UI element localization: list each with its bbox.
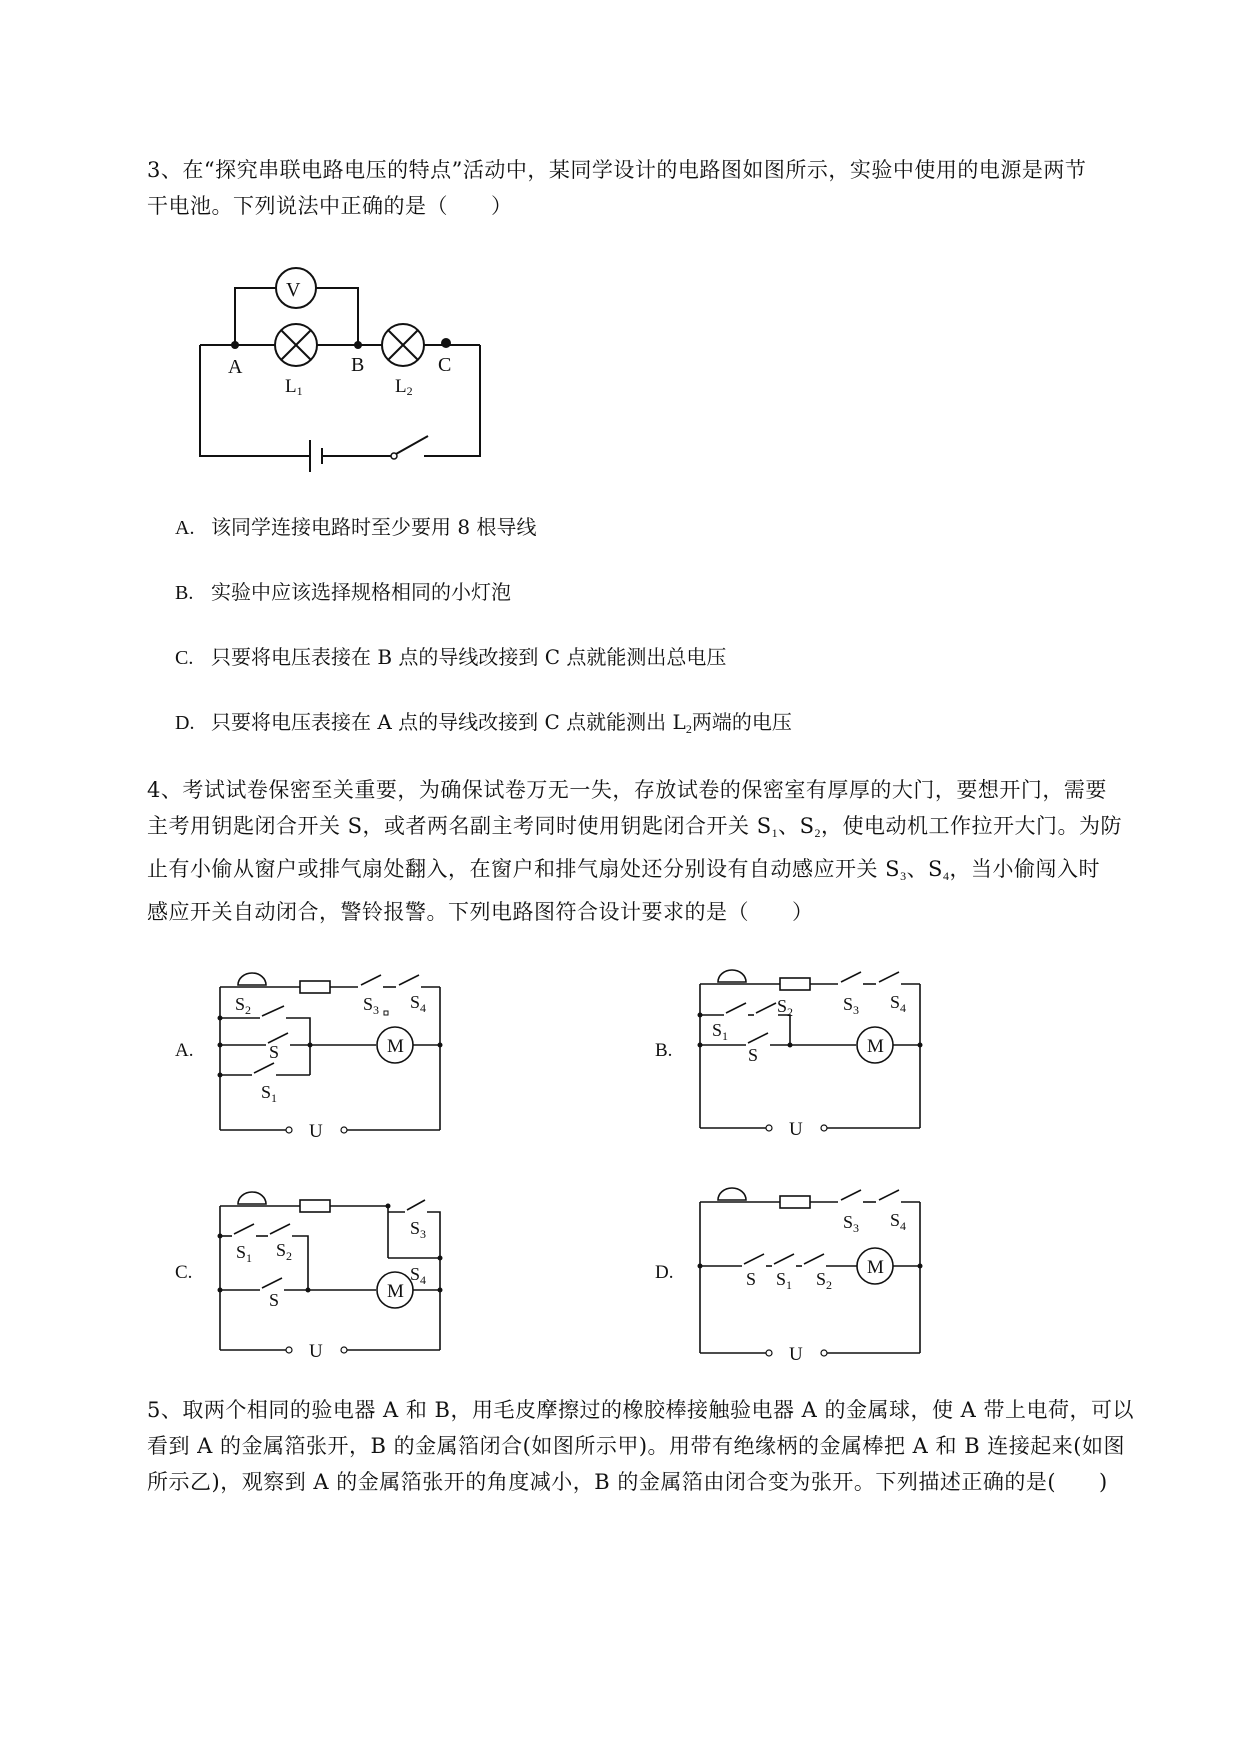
option-c-key: C.: [175, 647, 194, 669]
svg-text:U: U: [309, 1121, 323, 1140]
resistor-symbol: [300, 981, 330, 993]
svg-text:M: M: [867, 1257, 884, 1278]
svg-text:S1: $S_1$: [776, 1269, 793, 1292]
svg-text:S2: $S_2$: [816, 1269, 833, 1292]
point-a-label: A: [228, 356, 243, 378]
option-b-text: 实验中应该选择规格相同的小灯泡: [211, 580, 511, 604]
question-5-line-1: 5、取两个相同的验电器 A 和 B，用毛皮摩擦过的橡胶棒接触验电器 A 的金属球，使 A 带上电荷，可以: [147, 1398, 1135, 1422]
bell-icon: [718, 1188, 746, 1200]
switch-lever: [396, 436, 428, 454]
svg-text:M: M: [867, 1036, 884, 1057]
svg-text:U: U: [789, 1119, 803, 1140]
bell-icon: [718, 970, 746, 982]
q4-circuit-a[interactable]: [210, 960, 450, 1140]
option-d-sub: 2: [685, 722, 692, 736]
question-3-circuit-diagram: [190, 262, 490, 472]
question-3-option-b[interactable]: [175, 578, 511, 607]
question-4-line-3: 止有小偷从窗户或排气扇处翻入，在窗户和排气扇处还分别设有自动感应开关 $S_3$、$S_4$，当小偷闯入时: [147, 857, 1100, 883]
svg-text:S2: $S_2$: [777, 996, 794, 1019]
svg-text:S3: $S_3$: [843, 994, 860, 1017]
question-4-stem: [147, 772, 1159, 930]
svg-text:S1: $S_1$: [236, 1242, 253, 1265]
lamp-l2-sub: 2: [406, 384, 413, 398]
svg-text:S4: $S_4$: [410, 992, 427, 1015]
svg-text:S3: $S_3$: [363, 994, 380, 1017]
svg-text:S3: $S_3$: [843, 1212, 860, 1235]
svg-text:L1: [285, 376, 303, 398]
bell-icon: [238, 973, 266, 985]
q4-option-d-key[interactable]: D.: [655, 1262, 674, 1283]
point-b-label: B: [351, 354, 365, 376]
svg-text:S4: $S_4$: [890, 992, 907, 1015]
lamp-l2-label: L: [395, 376, 407, 397]
question-3-stem: [147, 152, 1159, 224]
bell-icon: [238, 1192, 266, 1204]
lamp-l1-sub: 1: [296, 384, 303, 398]
question-4-line-1: 4、考试试卷保密至关重要，为确保试卷万无一失，存放试卷的保密室有厚厚的大门，要想开门，需要: [147, 778, 1107, 802]
svg-text:U: U: [789, 1344, 803, 1360]
svg-text:U: U: [309, 1341, 323, 1360]
svg-text:M: M: [387, 1036, 404, 1057]
svg-text:S: S: [269, 1042, 280, 1062]
lamp-l1-label: L: [285, 376, 297, 397]
svg-text:S4: $S_4$: [890, 1210, 907, 1233]
svg-text:S: S: [748, 1045, 759, 1065]
option-d-text-pre: 只要将电压表接在 A 点的导线改接到 C 点就能测出 L: [211, 710, 686, 734]
q4-option-b-key[interactable]: B.: [655, 1040, 673, 1061]
q4-option-a-key[interactable]: A.: [175, 1040, 194, 1061]
svg-text:S1: $S_1$: [261, 1082, 278, 1105]
svg-text:L2: [395, 376, 413, 398]
question-3-option-c[interactable]: [175, 643, 726, 672]
question-3-line-1: 3、在“探究串联电路电压的特点”活动中，某同学设计的电路图如图所示，实验中使用的电源是两节: [147, 158, 1087, 182]
q4-circuit-b[interactable]: [690, 960, 930, 1140]
svg-text:M: M: [387, 1281, 404, 1302]
option-d-key: D.: [175, 712, 195, 734]
q4-circuit-c[interactable]: [210, 1180, 450, 1360]
question-4-line-4: 感应开关自动闭合，警铃报警。下列电路图符合设计要求的是（ ）: [147, 900, 814, 924]
svg-text:S2: $S_2$: [276, 1240, 293, 1263]
option-a-key: A.: [175, 517, 195, 539]
option-a-text: 该同学连接电路时至少要用 8 根导线: [211, 515, 537, 539]
question-5-line-3: 所示乙)，观察到 A 的金属箔张开的角度减小，B 的金属箔由闭合变为张开。下列描述正确的是( ): [147, 1470, 1108, 1494]
option-c-text: 只要将电压表接在 B 点的导线改接到 C 点就能测出总电压: [211, 645, 727, 669]
option-b-key: B.: [175, 582, 194, 604]
question-3-line-2: 干电池。下列说法中正确的是（ ）: [147, 194, 513, 218]
svg-text:S4: $S_4$: [410, 1264, 427, 1287]
point-c-label: C: [438, 354, 452, 376]
question-5-line-2: 看到 A 的金属箔张开，B 的金属箔闭合(如图所示甲)。用带有绝缘柄的金属棒把 A 和 B 连接起来(如图: [147, 1434, 1125, 1458]
svg-text:S: S: [269, 1290, 280, 1310]
question-4-line-2: 主考用钥匙闭合开关 S，或者两名副主考同时使用钥匙闭合开关 $S_1$、$S_2$，使电动机工作拉开大门。为防: [147, 814, 1123, 840]
q4-option-c-key[interactable]: C.: [175, 1262, 193, 1283]
question-3-option-d[interactable]: [175, 708, 792, 743]
svg-text:S1: $S_1$: [712, 1020, 729, 1043]
q4-circuit-d[interactable]: [690, 1180, 930, 1360]
question-5-stem: [147, 1392, 1159, 1500]
voltmeter-label: V: [286, 279, 301, 301]
svg-text:S3: $S_3$: [410, 1218, 427, 1241]
option-d-text-post: 两端的电压: [691, 710, 792, 734]
question-3-option-a[interactable]: [175, 513, 536, 542]
svg-text:S: S: [746, 1269, 757, 1289]
svg-text:S2: $S_2$: [235, 994, 252, 1017]
